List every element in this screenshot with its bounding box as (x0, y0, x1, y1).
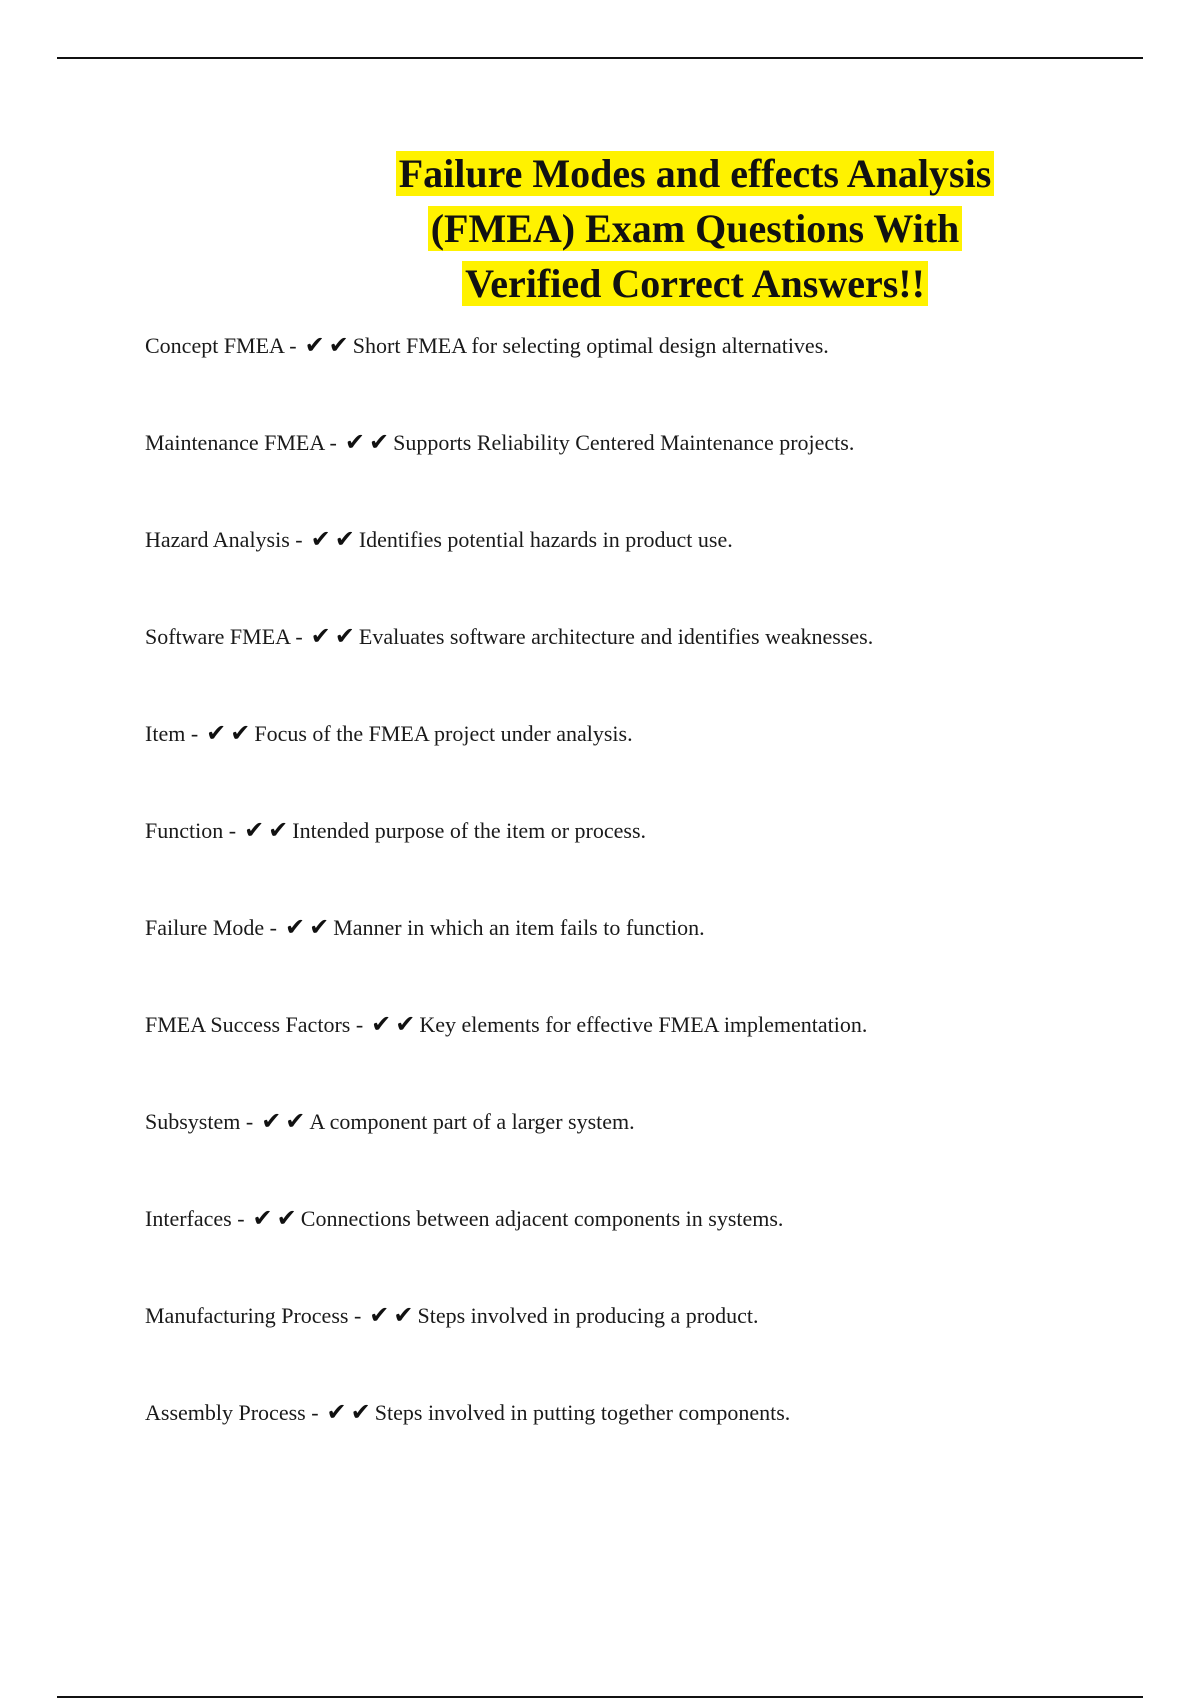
bottom-rule (57, 1696, 1143, 1698)
list-item (145, 1297, 1145, 1394)
checkmark-icon: ✔✔ (344, 428, 394, 456)
separator: - (295, 624, 303, 649)
answer-text: Identifies potential hazards in product use. (358, 527, 733, 552)
answer-text: Intended purpose of the item or process. (292, 818, 647, 843)
term-text: Maintenance FMEA (145, 430, 325, 455)
checkmark-icon: ✔✔ (326, 1398, 375, 1426)
list-item (145, 715, 1145, 812)
checkmark-icon: ✔✔ (261, 1107, 310, 1135)
title-line (330, 146, 1060, 201)
checkmark-icon: ✔✔ (310, 525, 359, 553)
checkmark-icon: ✔✔ (244, 816, 293, 844)
checkmark-icon: ✔✔ (206, 719, 255, 747)
separator: - (295, 527, 303, 552)
list-item (145, 521, 1145, 618)
answer-text: Key elements for effective FMEA implementation. (419, 1012, 868, 1037)
term-text: Subsystem (145, 1109, 241, 1134)
answer-text: Steps involved in putting together components. (374, 1400, 791, 1425)
top-rule (57, 57, 1143, 59)
title-line (330, 256, 1060, 311)
list-item (145, 1200, 1145, 1297)
term-text: Assembly Process (145, 1400, 306, 1425)
checkmark-icon: ✔✔ (284, 913, 334, 941)
list-item (145, 424, 1145, 521)
separator: - (190, 721, 199, 746)
term-text: FMEA Success Factors (145, 1012, 351, 1037)
term-text: Concept FMEA (145, 333, 284, 358)
term-text: Item (145, 721, 186, 746)
separator: - (269, 915, 277, 940)
term-text: Manufacturing Process (145, 1303, 349, 1328)
term-text: Hazard Analysis (145, 527, 290, 552)
separator: - (311, 1400, 319, 1425)
separator: - (228, 818, 237, 843)
term-text: Function (145, 818, 224, 843)
separator: - (353, 1303, 362, 1328)
answer-text: Evaluates software architecture and identifies weaknesses. (358, 624, 874, 649)
answer-text: Supports Reliability Centered Maintenance projects. (393, 430, 855, 455)
list-item (145, 812, 1145, 909)
list-item (145, 1394, 1145, 1491)
term-text: Failure Mode (145, 915, 265, 940)
answer-text: Short FMEA for selecting optimal design alternatives. (352, 333, 829, 358)
title-line-text: Verified Correct Answers!! (462, 261, 928, 306)
checkmark-icon: ✔✔ (252, 1204, 301, 1232)
title-line-text: Failure Modes and effects Analysis (396, 151, 995, 196)
checkmark-icon: ✔✔ (369, 1301, 418, 1329)
checkmark-icon: ✔✔ (310, 622, 359, 650)
answer-text: Steps involved in producing a product. (417, 1303, 759, 1328)
term-text: Interfaces (145, 1206, 232, 1231)
answer-text: Connections between adjacent components in systems. (300, 1206, 784, 1231)
separator: - (245, 1109, 254, 1134)
title-line (330, 201, 1060, 256)
separator: - (237, 1206, 245, 1231)
document-title (330, 146, 1060, 311)
answer-text: Focus of the FMEA project under analysis. (254, 721, 633, 746)
list-item (145, 1103, 1145, 1200)
answer-text: A component part of a larger system. (309, 1109, 635, 1134)
separator: - (355, 1012, 364, 1037)
list-item (145, 327, 1145, 424)
list-item (145, 909, 1145, 1006)
list-item (145, 1006, 1145, 1103)
separator: - (289, 333, 297, 358)
qa-list (145, 327, 1145, 1491)
term-text: Software FMEA (145, 624, 290, 649)
checkmark-icon: ✔✔ (304, 331, 353, 359)
answer-text: Manner in which an item fails to function. (333, 915, 705, 940)
list-item (145, 618, 1145, 715)
checkmark-icon: ✔✔ (371, 1010, 420, 1038)
title-line-text: (FMEA) Exam Questions With (428, 206, 963, 251)
separator: - (329, 430, 337, 455)
